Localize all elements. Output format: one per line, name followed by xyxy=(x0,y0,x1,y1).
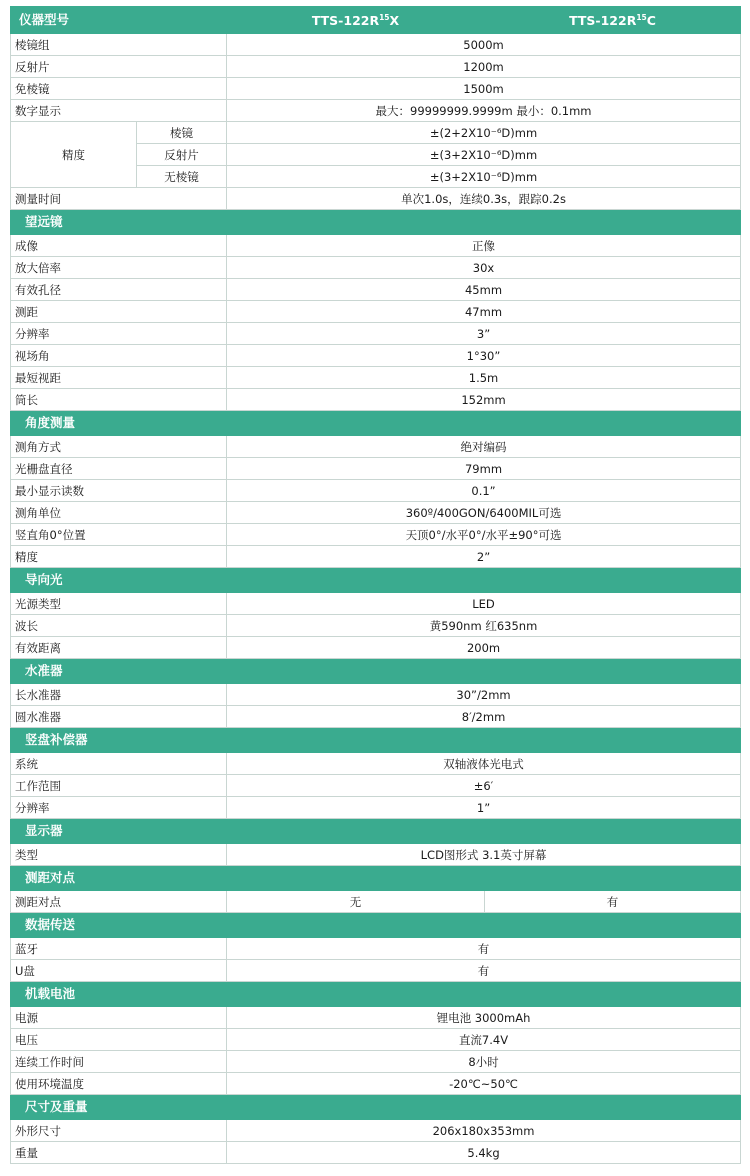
row-value-model-a: 无 xyxy=(227,891,485,913)
table-row xyxy=(11,797,741,819)
row-value: -20℃~50℃ xyxy=(227,1073,741,1095)
table-row xyxy=(11,367,741,389)
row-label: 工作范围 xyxy=(11,775,227,797)
section-title: 水准器 xyxy=(11,659,741,684)
table-header-row xyxy=(11,7,741,34)
row-label: 电源 xyxy=(11,1007,227,1029)
row-label: 筒长 xyxy=(11,389,227,411)
row-label: 测角方式 xyxy=(11,436,227,458)
row-label: 系统 xyxy=(11,753,227,775)
row-value: 最大：99999999.9999m 最小：0.1mm xyxy=(227,100,741,122)
row-value: 152mm xyxy=(227,389,741,411)
row-value: 1” xyxy=(227,797,741,819)
table-row xyxy=(11,706,741,728)
table-row xyxy=(11,389,741,411)
row-value: LCD图形式 3.1英寸屏幕 xyxy=(227,844,741,866)
row-label: 精度 xyxy=(11,122,137,188)
table-row xyxy=(11,502,741,524)
row-value: 79mm xyxy=(227,458,741,480)
row-label: 放大倍率 xyxy=(11,257,227,279)
table-row xyxy=(11,524,741,546)
row-label: 分辨率 xyxy=(11,323,227,345)
table-row xyxy=(11,1120,741,1142)
row-label: 反射片 xyxy=(11,56,227,78)
row-value: LED xyxy=(227,593,741,615)
table-row xyxy=(11,323,741,345)
row-label: 测量时间 xyxy=(11,188,227,210)
row-value: 8小时 xyxy=(227,1051,741,1073)
table-row xyxy=(11,257,741,279)
row-label: 圆水准器 xyxy=(11,706,227,728)
table-row xyxy=(11,775,741,797)
row-label: 测距 xyxy=(11,301,227,323)
row-label: 类型 xyxy=(11,844,227,866)
row-label: 免棱镜 xyxy=(11,78,227,100)
row-value: 1200m xyxy=(227,56,741,78)
section-header-row xyxy=(11,568,741,593)
header-model-a: TTS-$122R^{15}X$ xyxy=(227,7,485,34)
row-label: 外形尺寸 xyxy=(11,1120,227,1142)
section-title: 数据传送 xyxy=(11,913,741,938)
row-value: 有 xyxy=(227,960,741,982)
row-value: ±(3+2X10⁻⁶D)mm xyxy=(227,144,741,166)
row-value: 绝对编码 xyxy=(227,436,741,458)
row-value: ±(3+2X10⁻⁶D)mm xyxy=(227,166,741,188)
table-row xyxy=(11,345,741,367)
section-header-row xyxy=(11,1095,741,1120)
row-label: 连续工作时间 xyxy=(11,1051,227,1073)
row-value: 锂电池 3000mAh xyxy=(227,1007,741,1029)
row-label: 测距对点 xyxy=(11,891,227,913)
section-title: 显示器 xyxy=(11,819,741,844)
row-label: 棱镜组 xyxy=(11,34,227,56)
table-row xyxy=(11,188,741,210)
row-value: 5000m xyxy=(227,34,741,56)
table-row xyxy=(11,436,741,458)
table-row xyxy=(11,546,741,568)
row-label: 精度 xyxy=(11,546,227,568)
section-title: 望远镜 xyxy=(11,210,741,235)
table-row xyxy=(11,78,741,100)
table-row xyxy=(11,1142,741,1164)
table-row xyxy=(11,844,741,866)
row-label: 蓝牙 xyxy=(11,938,227,960)
header-model-b: TTS-$122R^{15}C$ xyxy=(485,7,741,34)
table-row xyxy=(11,122,741,144)
row-sublabel: 棱镜 xyxy=(137,122,227,144)
row-label: 使用环境温度 xyxy=(11,1073,227,1095)
table-row xyxy=(11,1073,741,1095)
table-row xyxy=(11,480,741,502)
row-value: 5.4kg xyxy=(227,1142,741,1164)
section-header-row xyxy=(11,913,741,938)
table-row xyxy=(11,593,741,615)
row-value: 30”/2mm xyxy=(227,684,741,706)
section-header-row xyxy=(11,728,741,753)
row-value: 0.1” xyxy=(227,480,741,502)
row-value: 有 xyxy=(227,938,741,960)
table-row xyxy=(11,938,741,960)
row-label: 有效距离 xyxy=(11,637,227,659)
row-label: 成像 xyxy=(11,235,227,257)
section-header-row xyxy=(11,210,741,235)
row-label: 有效孔径 xyxy=(11,279,227,301)
row-value: 单次1.0s，连续0.3s，跟踪0.2s xyxy=(227,188,741,210)
table-row xyxy=(11,753,741,775)
table-row xyxy=(11,458,741,480)
table-row xyxy=(11,235,741,257)
row-label: 电压 xyxy=(11,1029,227,1051)
row-value: 45mm xyxy=(227,279,741,301)
table-row xyxy=(11,684,741,706)
table-row xyxy=(11,1051,741,1073)
table-row xyxy=(11,100,741,122)
row-label: 长水准器 xyxy=(11,684,227,706)
row-value: 3” xyxy=(227,323,741,345)
section-title: 导向光 xyxy=(11,568,741,593)
table-row xyxy=(11,301,741,323)
table-row xyxy=(11,279,741,301)
section-header-row xyxy=(11,982,741,1007)
row-value: 360º/400GON/6400MIL可选 xyxy=(227,502,741,524)
table-row xyxy=(11,56,741,78)
row-label: 光栅盘直径 xyxy=(11,458,227,480)
specification-table-body xyxy=(11,7,741,1164)
row-label: 重量 xyxy=(11,1142,227,1164)
header-label-cell: 仪器型号 xyxy=(11,7,227,34)
row-sublabel: 反射片 xyxy=(137,144,227,166)
row-label: 数字显示 xyxy=(11,100,227,122)
row-label: U盘 xyxy=(11,960,227,982)
row-value: 1500m xyxy=(227,78,741,100)
row-value: 2” xyxy=(227,546,741,568)
row-sublabel: 无棱镜 xyxy=(137,166,227,188)
row-value: 1.5m xyxy=(227,367,741,389)
row-value: 黄590nm 红635nm xyxy=(227,615,741,637)
table-row xyxy=(11,637,741,659)
table-row xyxy=(11,960,741,982)
row-label: 波长 xyxy=(11,615,227,637)
row-label: 测角单位 xyxy=(11,502,227,524)
row-value: 直流7.4V xyxy=(227,1029,741,1051)
row-label: 视场角 xyxy=(11,345,227,367)
row-value: 天顶0°/水平0°/水平±90°可选 xyxy=(227,524,741,546)
row-label: 最短视距 xyxy=(11,367,227,389)
section-header-row xyxy=(11,659,741,684)
row-value: 8′/2mm xyxy=(227,706,741,728)
row-label: 竖直角0°位置 xyxy=(11,524,227,546)
section-header-row xyxy=(11,819,741,844)
row-value: 1°30” xyxy=(227,345,741,367)
specification-table xyxy=(10,6,741,1164)
row-value: 30x xyxy=(227,257,741,279)
row-label: 分辨率 xyxy=(11,797,227,819)
row-label: 光源类型 xyxy=(11,593,227,615)
section-title: 角度测量 xyxy=(11,411,741,436)
section-title: 机载电池 xyxy=(11,982,741,1007)
section-title: 测距对点 xyxy=(11,866,741,891)
section-header-row xyxy=(11,866,741,891)
section-title: 竖盘补偿器 xyxy=(11,728,741,753)
row-label: 最小显示读数 xyxy=(11,480,227,502)
row-value: ±(2+2X10⁻⁶D)mm xyxy=(227,122,741,144)
row-value: 正像 xyxy=(227,235,741,257)
table-row xyxy=(11,615,741,637)
row-value: 206x180x353mm xyxy=(227,1120,741,1142)
row-value: 200m xyxy=(227,637,741,659)
table-row xyxy=(11,1029,741,1051)
table-row xyxy=(11,1007,741,1029)
table-row xyxy=(11,34,741,56)
table-row xyxy=(11,891,741,913)
row-value-model-b: 有 xyxy=(485,891,741,913)
row-value: 双轴液体光电式 xyxy=(227,753,741,775)
section-header-row xyxy=(11,411,741,436)
section-title: 尺寸及重量 xyxy=(11,1095,741,1120)
row-value: 47mm xyxy=(227,301,741,323)
row-value: ±6′ xyxy=(227,775,741,797)
